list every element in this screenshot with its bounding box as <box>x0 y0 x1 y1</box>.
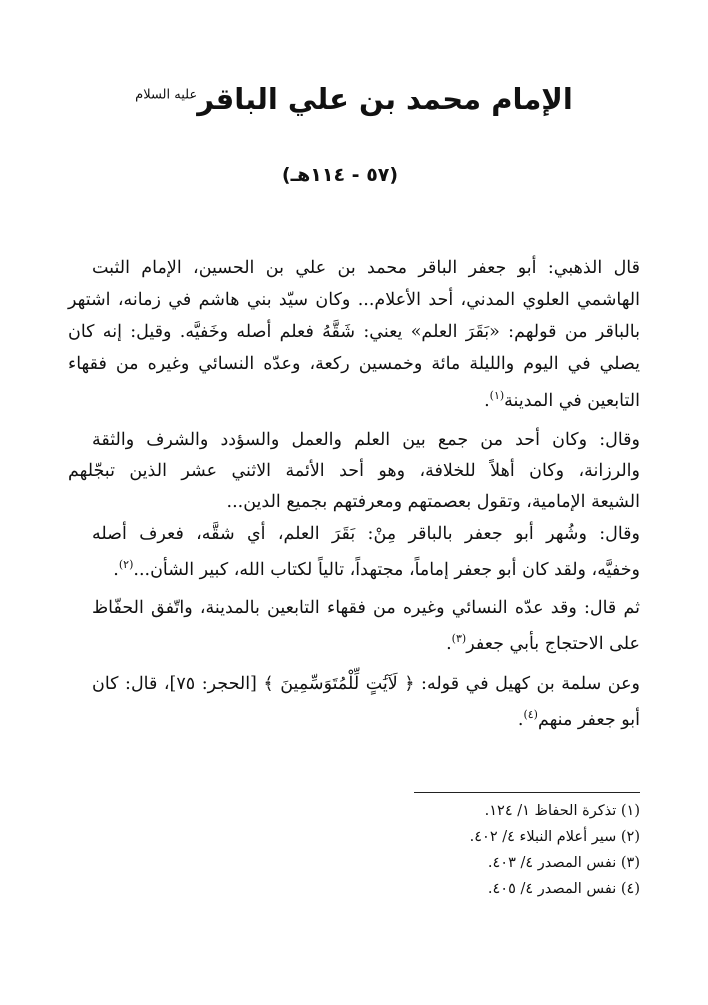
text-line: وخفيَّه، ولقد كان أبو جعفر إماماً، مجتهداً، تالياً لكتاب الله، كبير الشأن...$^{(٢)}$. <box>113 558 640 580</box>
lifespan-dates: (٥٧ - ١١٤هـ) <box>281 164 399 186</box>
text-line: التابعين في المدينة$^{(١)}$. <box>484 389 640 411</box>
footnote: (٣) نفس المصدر ٤/ ٤٠٣. <box>487 855 640 871</box>
footnote-ref[interactable]: (٣) <box>451 632 467 645</box>
line-text: التابعين في المدينة <box>504 390 640 411</box>
text-line: الهاشمي العلوي المدني، أحد الأعلام... وكان سيّد بني هاشم في زمانه، اشتهر <box>68 290 640 310</box>
footnote: (١) تذكرة الحفاظ ١/ ١٢٤. <box>484 803 640 819</box>
footnote: (٤) نفس المصدر ٤/ ٤٠٥. <box>487 881 640 897</box>
text-line: أبو جعفر منهم$^{(٤)}$. <box>517 708 640 730</box>
text-line: يصلي في اليوم والليلة مائة وخمسين ركعة، وعدّه النسائي وغيره من فقهاء <box>68 354 640 374</box>
footnote-divider <box>414 792 640 793</box>
text-line: بالباقر من قولهم: «بَقَرَ العلم» يعني: شَقَّهُ فعلم أصله وخَفيَّه. وقيل: إنه كان <box>68 322 640 342</box>
text-line: وعن سلمة بن كهيل في قوله: ﴿ لَآيَٰتٍ لِّلْمُتَوَسِّمِينَ ﴾ [الحجر: ٧٥]، قال: كان <box>92 674 640 694</box>
text-line: قال الذهبي: أبو جعفر الباقر محمد بن علي بن الحسين، الإمام الثبت <box>92 258 640 278</box>
page-title <box>0 82 708 116</box>
text-line: ثم قال: وقد عدّه النسائي وغيره من فقهاء التابعين بالمدينة، واتّفق الحفّاظ <box>92 598 640 618</box>
line-text: على الاحتجاج بأبي جعفر <box>466 633 640 654</box>
footnote: (٢) سير أعلام النبلاء ٤/ ٤٠٢. <box>469 829 640 845</box>
text-line: على الاحتجاج بأبي جعفر$^{(٣)}$. <box>446 632 640 654</box>
line-text: وخفيَّه، ولقد كان أبو جعفر إماماً، مجتهداً، تالياً لكتاب الله، كبير الشأن... <box>133 559 640 580</box>
title-text: الإمام محمد بن علي الباقر <box>197 82 573 116</box>
footnote-ref[interactable]: (٤) <box>523 708 538 721</box>
text-line: والرزانة، وكان أهلاً للخلافة، وهو أحد الأئمة الاثني عشر الذين تبجّلهم <box>68 461 640 481</box>
footnote-ref[interactable]: (١) <box>489 389 505 402</box>
line-text: أبو جعفر منهم <box>537 709 640 730</box>
text-line: وقال: وشُهر أبو جعفر بالباقر مِنْ: بَقَرَ العلم، أي شقَّه، فعرف أصله <box>92 524 640 544</box>
text-line: الشيعة الإمامية، وتقول بعصمتهم ومعرفتهم بجميع الدين... <box>226 492 640 512</box>
text-line: وقال: وكان أحد من جمع بين العلم والعمل والسؤدد والشرف والثقة <box>92 430 640 450</box>
footnote-ref[interactable]: (٢) <box>118 558 134 571</box>
honorific-glyph: عليه السلام <box>135 87 198 103</box>
